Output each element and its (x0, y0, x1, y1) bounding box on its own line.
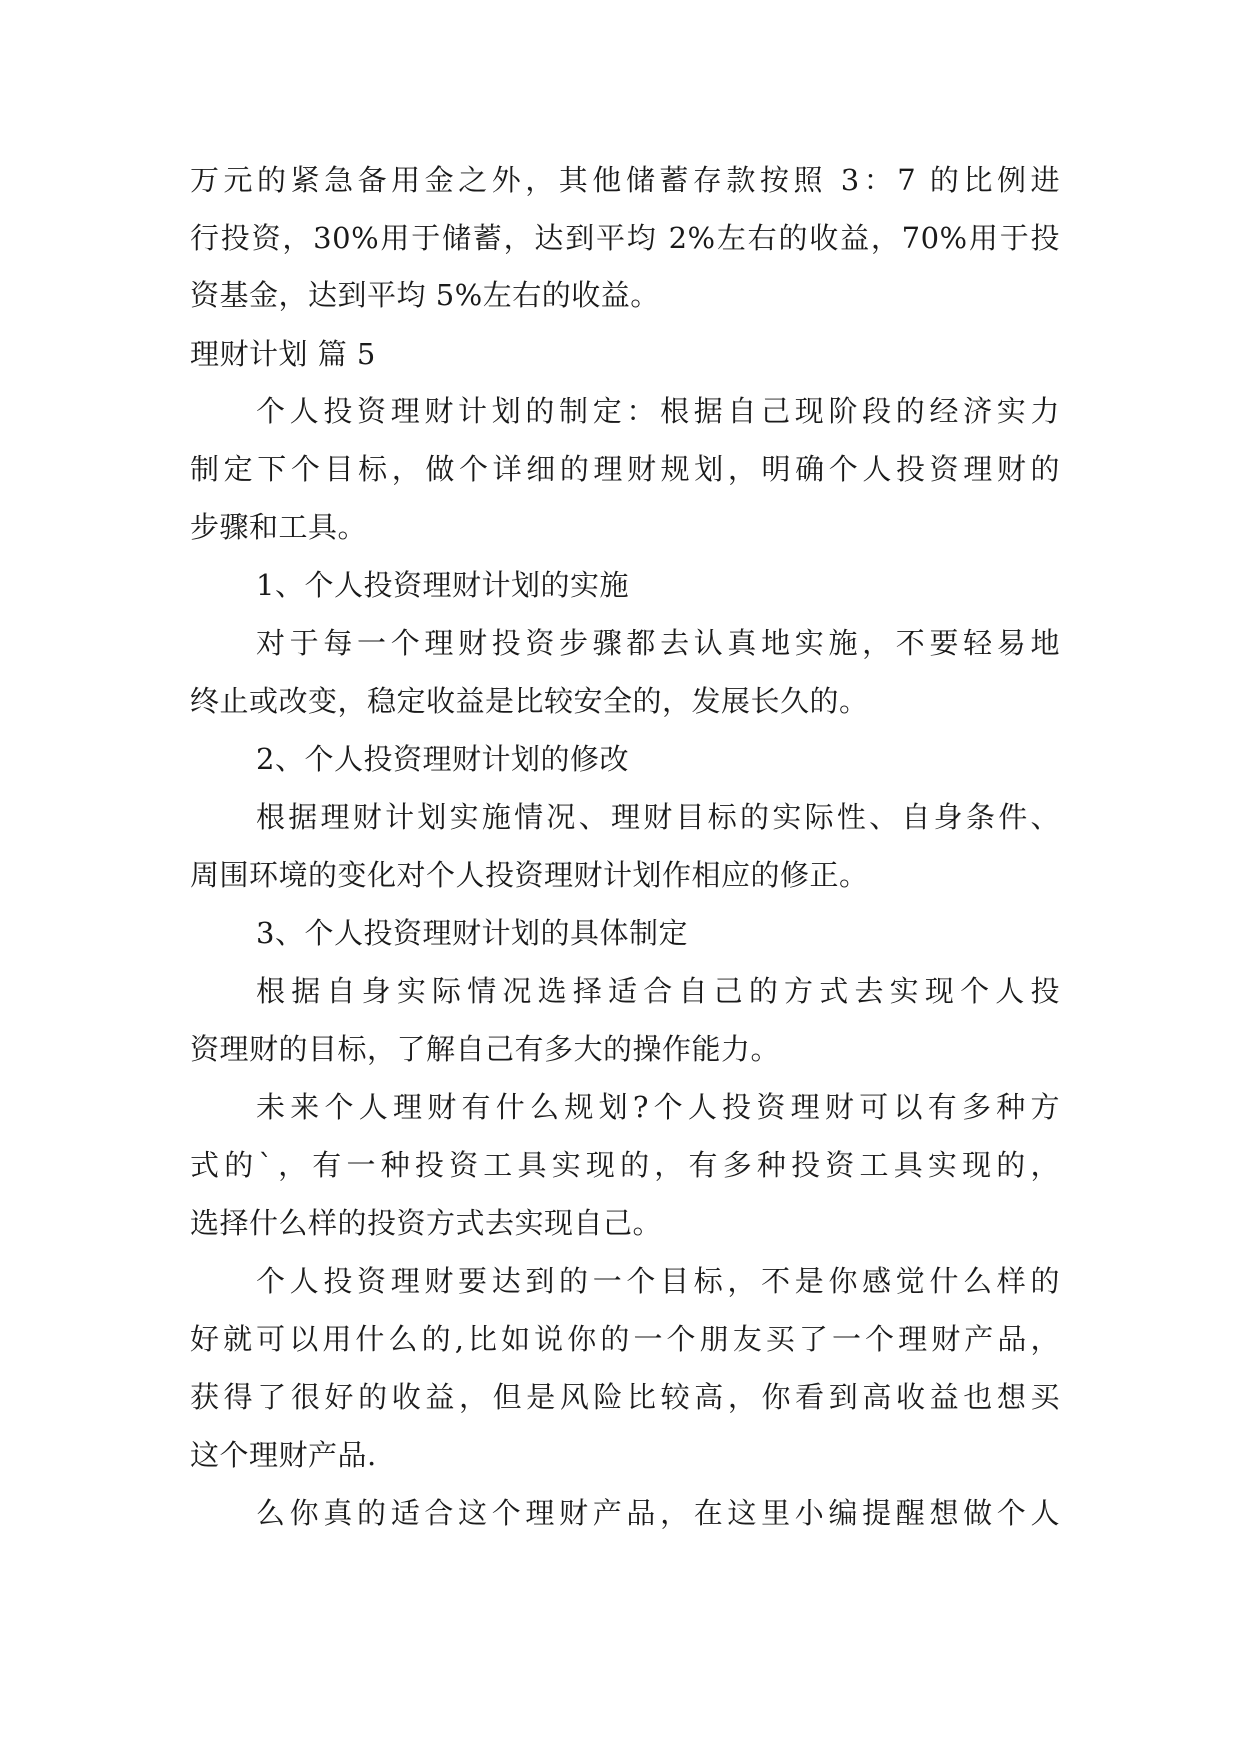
text-line: 终止或改变，稳定收益是比较安全的，发展长久的。 (190, 684, 869, 718)
text-line: 么你真的适合这个理财产品，在这里小编提醒想做个人 (256, 1496, 1060, 1530)
text-line: 制定下个目标，做个详细的理财规划，明确个人投资理财的 (190, 452, 1060, 486)
text-line: 根据理财计划实施情况、理财目标的实际性、自身条件、 (256, 800, 1060, 834)
text-line: 好就可以用什么的,比如说你的一个朋友买了一个理财产品， (190, 1322, 1060, 1356)
subheading: 2、个人投资理财计划的修改 (256, 742, 629, 776)
text-line: 周围环境的变化对个人投资理财计划作相应的修正。 (190, 858, 869, 892)
subheading: 1、个人投资理财计划的实施 (256, 568, 629, 602)
text-line: 步骤和工具。 (190, 510, 368, 544)
text-line: 获得了很好的收益，但是风险比较高，你看到高收益也想买 (190, 1380, 1060, 1414)
text-line: 万元的紧急备用金之外，其他储蓄存款按照 3：7 的比例进 (190, 163, 1060, 197)
text-line: 个人投资理财计划的制定：根据自己现阶段的经济实力 (256, 394, 1060, 428)
text-line: 资理财的目标，了解自己有多大的操作能力。 (190, 1032, 781, 1066)
text-line: 根据自身实际情况选择适合自己的方式去实现个人投 (256, 974, 1060, 1008)
text-line: 这个理财产品. (190, 1438, 377, 1472)
text-line: 对于每一个理财投资步骤都去认真地实施，不要轻易地 (256, 626, 1060, 660)
text-line: 未来个人理财有什么规划?个人投资理财可以有多种方 (256, 1090, 1060, 1124)
text-line: 个人投资理财要达到的一个目标，不是你感觉什么样的 (256, 1264, 1060, 1298)
text-line: 资基金，达到平均 5%左右的收益。 (190, 278, 660, 312)
text-line: 选择什么样的投资方式去实现自己。 (190, 1206, 663, 1240)
text-line: 行投资，30%用于储蓄，达到平均 2%左右的收益，70%用于投 (190, 221, 1060, 255)
section-heading: 理财计划 篇 5 (190, 337, 376, 371)
text-line: 式的`，有一种投资工具实现的，有多种投资工具实现的， (190, 1148, 1060, 1182)
subheading: 3、个人投资理财计划的具体制定 (256, 916, 688, 950)
